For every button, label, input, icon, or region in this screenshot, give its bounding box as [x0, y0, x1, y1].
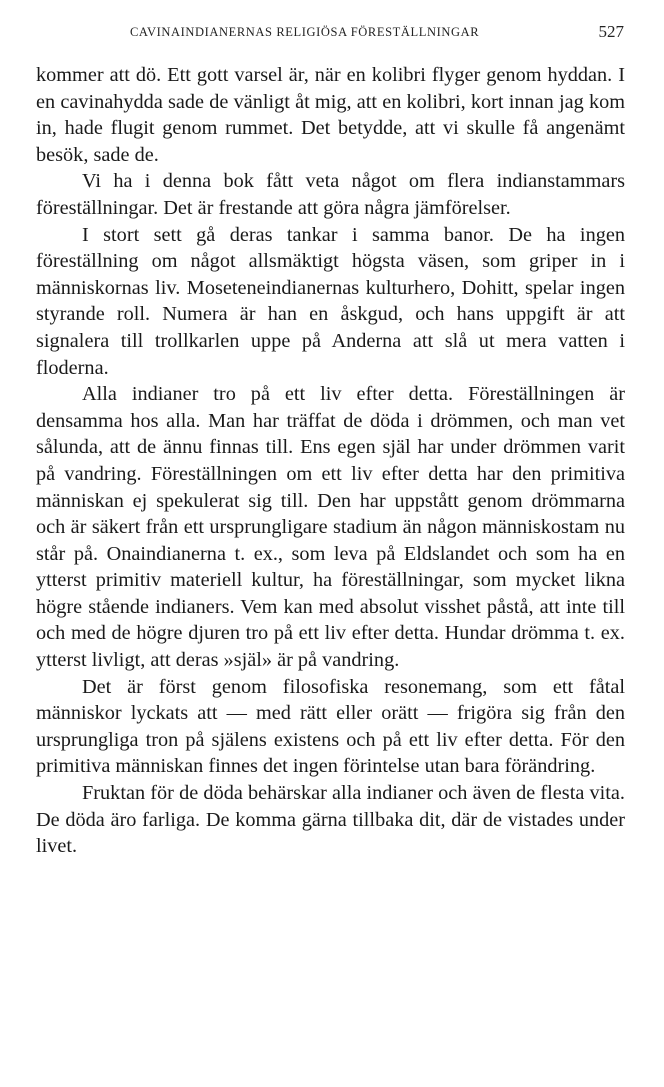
paragraph: I stort sett gå deras tankar i samma banor. De ha ingen föreställning om något allsmäktigt högsta väsen, som griper in i människornas liv. Moseteneindianernas kulturhero, Dohitt, spelar ingen styrande roll. Numera är han en åskgud, och hans uppgift är att signalera till trollkarlen uppe på Anderna att slå ut mera vatten i floderna.	[36, 223, 625, 379]
paragraph: Alla indianer tro på ett liv efter detta. Föreställningen är densamma hos alla. Man har träffat de döda i drömmen, och man vet sålunda, att de ännu finnas till. Ens egen själ har under drömmen varit på vandring. Föreställningen om ett liv efter detta har den primitiva människan ej spekulerat sig till. Den har uppstått genom drömmarna och är säkert från ett ursprungligare stadium än någon människostam nu står på. Onaindianerna t. ex., som leva på Eldslandet och som ha en ytterst primitiv materiell kultur, ha föreställningar, som mycket likna högre stående indianers. Vem kan med absolut visshet påstå, att inte till och med de högre djuren tro på ett liv efter detta. Hundar drömma t. ex. ytterst livligt, att deras »själ» är på vandring.	[36, 383, 625, 672]
running-head	[0, 22, 664, 44]
paragraph-continued: kommer att dö. Ett gott varsel är, när en kolibri flyger genom hyddan. I en cavinahydda sade de vänligt åt mig, att en kolibri, kort innan jag kom in, hade flugit genom rummet. Det betydde, att vi skulle få angenämt besök, sade de.	[36, 64, 625, 166]
running-title: CAVINAINDIANERNAS RELIGIÖSA FÖRESTÄLLNINGAR	[130, 25, 480, 39]
page-number: 527	[598, 22, 624, 41]
paragraph: Vi ha i denna bok fått veta något om flera indianstammars föreställningar. Det är frestande att göra några jämförelser.	[36, 170, 625, 219]
paragraph: Fruktan för de döda behärskar alla indianer och även de flesta vita. De döda äro farliga. De komma gärna tillbaka dit, där de vistades under livet.	[36, 782, 625, 858]
body-text	[36, 62, 625, 860]
paragraph: Det är först genom filosofiska resonemang, som ett fåtal människor lyckats att — med rätt eller orätt — frigöra sig från den ursprungliga tron på själens existens och på ett liv efter detta. För den primitiva människan finnes det ingen förintelse utan bara förändring.	[36, 675, 625, 778]
